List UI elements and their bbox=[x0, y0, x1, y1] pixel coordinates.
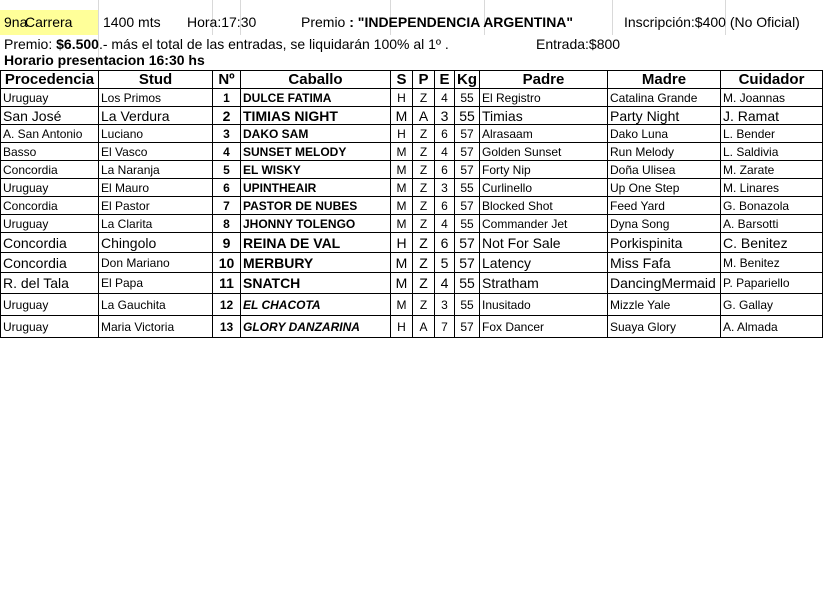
cell-e: 3 bbox=[435, 179, 455, 197]
cell-padre: Timias bbox=[480, 107, 608, 125]
cell-proc: San José bbox=[1, 107, 99, 125]
table-row bbox=[1, 215, 823, 233]
cell-padre: Golden Sunset bbox=[480, 143, 608, 161]
cell-num: 5 bbox=[213, 161, 241, 179]
cell-s: M bbox=[391, 143, 413, 161]
cell-kg: 57 bbox=[455, 143, 480, 161]
cell-num: 11 bbox=[213, 273, 241, 294]
cell-padre: Curlinello bbox=[480, 179, 608, 197]
cell-cuidador: P. Papariello bbox=[721, 273, 823, 294]
cell-padre: Blocked Shot bbox=[480, 197, 608, 215]
cell-horse: PASTOR DE NUBES bbox=[241, 197, 391, 215]
cell-num: 2 bbox=[213, 107, 241, 125]
cell-e: 6 bbox=[435, 233, 455, 253]
cell-stud: La Gauchita bbox=[99, 294, 213, 316]
column-header: S bbox=[391, 71, 413, 89]
cell-kg: 57 bbox=[455, 125, 480, 143]
cell-madre: Party Night bbox=[608, 107, 721, 125]
cell-kg: 57 bbox=[455, 316, 480, 338]
cell-p: Z bbox=[413, 143, 435, 161]
cell-padre: Not For Sale bbox=[480, 233, 608, 253]
cell-kg: 55 bbox=[455, 179, 480, 197]
table-row bbox=[1, 161, 823, 179]
cell-proc: Uruguay bbox=[1, 294, 99, 316]
cell-madre: Suaya Glory bbox=[608, 316, 721, 338]
race-header bbox=[0, 10, 827, 35]
column-header: Procedencia bbox=[1, 71, 99, 89]
race-time: Hora:17:30 bbox=[187, 14, 257, 30]
cell-num: 4 bbox=[213, 143, 241, 161]
cell-stud: El Vasco bbox=[99, 143, 213, 161]
table-row bbox=[1, 143, 823, 161]
cell-num: 3 bbox=[213, 125, 241, 143]
column-header: Madre bbox=[608, 71, 721, 89]
column-header: E bbox=[435, 71, 455, 89]
table-row bbox=[1, 294, 823, 316]
cell-kg: 57 bbox=[455, 197, 480, 215]
cell-p: Z bbox=[413, 233, 435, 253]
premio-entrada: Entrada:$800 bbox=[536, 36, 621, 52]
cell-kg: 55 bbox=[455, 294, 480, 316]
cell-madre: Feed Yard bbox=[608, 197, 721, 215]
prize-title: : "INDEPENDENCIA ARGENTINA" bbox=[349, 14, 574, 30]
cell-cuidador: L. Bender bbox=[721, 125, 823, 143]
cell-horse: JHONNY TOLENGO bbox=[241, 215, 391, 233]
cell-stud: Chingolo bbox=[99, 233, 213, 253]
cell-s: M bbox=[391, 197, 413, 215]
cell-e: 6 bbox=[435, 161, 455, 179]
table-header-row bbox=[1, 71, 823, 89]
cell-horse: EL WISKY bbox=[241, 161, 391, 179]
cell-madre: DancingMermaid bbox=[608, 273, 721, 294]
cell-kg: 57 bbox=[455, 161, 480, 179]
cell-num: 13 bbox=[213, 316, 241, 338]
cell-stud: El Papa bbox=[99, 273, 213, 294]
cell-madre: Dako Luna bbox=[608, 125, 721, 143]
cell-horse: REINA DE VAL bbox=[241, 233, 391, 253]
cell-cuidador: L. Saldivia bbox=[721, 143, 823, 161]
cell-proc: Uruguay bbox=[1, 89, 99, 107]
cell-s: M bbox=[391, 179, 413, 197]
cell-s: H bbox=[391, 89, 413, 107]
premio-desc: .- más el total de las entradas, se liquidarán 100% al 1º . bbox=[98, 36, 449, 52]
cell-stud: La Naranja bbox=[99, 161, 213, 179]
cell-cuidador: C. Benitez bbox=[721, 233, 823, 253]
cell-stud: La Clarita bbox=[99, 215, 213, 233]
cell-proc: Basso bbox=[1, 143, 99, 161]
cell-cuidador: A. Almada bbox=[721, 316, 823, 338]
cell-madre: Mizzle Yale bbox=[608, 294, 721, 316]
cell-p: Z bbox=[413, 125, 435, 143]
column-header: P bbox=[413, 71, 435, 89]
cell-e: 6 bbox=[435, 125, 455, 143]
cell-p: Z bbox=[413, 161, 435, 179]
column-header: Caballo bbox=[241, 71, 391, 89]
cell-padre: Commander Jet bbox=[480, 215, 608, 233]
cell-horse: GLORY DANZARINA bbox=[241, 316, 391, 338]
cell-e: 6 bbox=[435, 197, 455, 215]
race-number: 9na bbox=[4, 14, 28, 30]
cell-num: 12 bbox=[213, 294, 241, 316]
cell-s: H bbox=[391, 233, 413, 253]
cell-s: M bbox=[391, 161, 413, 179]
cell-stud: Los Primos bbox=[99, 89, 213, 107]
cell-p: Z bbox=[413, 89, 435, 107]
cell-proc: R. del Tala bbox=[1, 273, 99, 294]
table-row bbox=[1, 316, 823, 338]
cell-cuidador: J. Ramat bbox=[721, 107, 823, 125]
column-header: Stud bbox=[99, 71, 213, 89]
table-row bbox=[1, 179, 823, 197]
cell-horse: MERBURY bbox=[241, 253, 391, 273]
cell-num: 6 bbox=[213, 179, 241, 197]
cell-e: 4 bbox=[435, 273, 455, 294]
cell-madre: Up One Step bbox=[608, 179, 721, 197]
cell-cuidador: M. Joannas bbox=[721, 89, 823, 107]
cell-p: Z bbox=[413, 273, 435, 294]
cell-stud: Maria Victoria bbox=[99, 316, 213, 338]
cell-proc: A. San Antonio bbox=[1, 125, 99, 143]
cell-e: 3 bbox=[435, 294, 455, 316]
cell-e: 7 bbox=[435, 316, 455, 338]
cell-s: M bbox=[391, 273, 413, 294]
cell-stud: El Mauro bbox=[99, 179, 213, 197]
cell-madre: Catalina Grande bbox=[608, 89, 721, 107]
cell-stud: La Verdura bbox=[99, 107, 213, 125]
cell-num: 9 bbox=[213, 233, 241, 253]
premio-prefix: Premio: bbox=[4, 36, 53, 52]
table-row bbox=[1, 253, 823, 273]
cell-p: A bbox=[413, 316, 435, 338]
cell-e: 3 bbox=[435, 107, 455, 125]
cell-padre: Fox Dancer bbox=[480, 316, 608, 338]
cell-p: Z bbox=[413, 197, 435, 215]
cell-proc: Uruguay bbox=[1, 179, 99, 197]
cell-kg: 57 bbox=[455, 233, 480, 253]
race-distance: 1400 mts bbox=[103, 14, 161, 30]
cell-padre: Inusitado bbox=[480, 294, 608, 316]
cell-cuidador: M. Zarate bbox=[721, 161, 823, 179]
cell-horse: UPINTHEAIR bbox=[241, 179, 391, 197]
cell-madre: Dyna Song bbox=[608, 215, 721, 233]
cell-p: A bbox=[413, 107, 435, 125]
premio-amount: $6.500 bbox=[56, 36, 99, 52]
cell-s: H bbox=[391, 316, 413, 338]
race-word: Carrera bbox=[25, 14, 73, 30]
race-inscription: Inscripción:$400 (No Oficial) bbox=[624, 14, 800, 30]
cell-num: 7 bbox=[213, 197, 241, 215]
cell-kg: 57 bbox=[455, 253, 480, 273]
cell-madre: Doña Ulisea bbox=[608, 161, 721, 179]
cell-kg: 55 bbox=[455, 215, 480, 233]
cell-proc: Concordia bbox=[1, 233, 99, 253]
cell-p: Z bbox=[413, 179, 435, 197]
cell-padre: El Registro bbox=[480, 89, 608, 107]
cell-padre: Latency bbox=[480, 253, 608, 273]
table-row bbox=[1, 233, 823, 253]
column-header: Cuidador bbox=[721, 71, 823, 89]
premio-text bbox=[4, 36, 449, 52]
cell-s: M bbox=[391, 215, 413, 233]
cell-kg: 55 bbox=[455, 273, 480, 294]
cell-num: 8 bbox=[213, 215, 241, 233]
cell-horse: DULCE FATIMA bbox=[241, 89, 391, 107]
race-label-cell bbox=[0, 10, 98, 35]
cell-e: 5 bbox=[435, 253, 455, 273]
premio-line bbox=[0, 35, 827, 52]
race-prize-name bbox=[301, 14, 573, 30]
cell-proc: Uruguay bbox=[1, 215, 99, 233]
cell-kg: 55 bbox=[455, 107, 480, 125]
cell-madre: Run Melody bbox=[608, 143, 721, 161]
cell-horse: SUNSET MELODY bbox=[241, 143, 391, 161]
cell-padre: Stratham bbox=[480, 273, 608, 294]
cell-s: M bbox=[391, 294, 413, 316]
cell-madre: Miss Fafa bbox=[608, 253, 721, 273]
cell-cuidador: A. Barsotti bbox=[721, 215, 823, 233]
cell-proc: Concordia bbox=[1, 161, 99, 179]
entries-table bbox=[0, 70, 823, 338]
table-row bbox=[1, 89, 823, 107]
table-row bbox=[1, 273, 823, 294]
cell-e: 4 bbox=[435, 215, 455, 233]
cell-stud: Don Mariano bbox=[99, 253, 213, 273]
cell-horse: DAKO SAM bbox=[241, 125, 391, 143]
cell-p: Z bbox=[413, 215, 435, 233]
table-row bbox=[1, 125, 823, 143]
cell-e: 4 bbox=[435, 143, 455, 161]
cell-cuidador: M. Linares bbox=[721, 179, 823, 197]
cell-cuidador: M. Benitez bbox=[721, 253, 823, 273]
cell-s: H bbox=[391, 125, 413, 143]
prize-label: Premio bbox=[301, 14, 346, 30]
cell-cuidador: G. Gallay bbox=[721, 294, 823, 316]
cell-e: 4 bbox=[435, 89, 455, 107]
cell-kg: 55 bbox=[455, 89, 480, 107]
column-header: Kg bbox=[455, 71, 480, 89]
schedule: Horario presentacion 16:30 hs bbox=[4, 52, 205, 68]
cell-horse: TIMIAS NIGHT bbox=[241, 107, 391, 125]
column-header: Nº bbox=[213, 71, 241, 89]
cell-num: 10 bbox=[213, 253, 241, 273]
cell-s: M bbox=[391, 253, 413, 273]
cell-num: 1 bbox=[213, 89, 241, 107]
cell-padre: Forty Nip bbox=[480, 161, 608, 179]
cell-s: M bbox=[391, 107, 413, 125]
table-row bbox=[1, 197, 823, 215]
column-header: Padre bbox=[480, 71, 608, 89]
cell-madre: Porkispinita bbox=[608, 233, 721, 253]
cell-cuidador: G. Bonazola bbox=[721, 197, 823, 215]
cell-horse: EL CHACOTA bbox=[241, 294, 391, 316]
cell-proc: Uruguay bbox=[1, 316, 99, 338]
cell-horse: SNATCH bbox=[241, 273, 391, 294]
cell-p: Z bbox=[413, 294, 435, 316]
table-row bbox=[1, 107, 823, 125]
cell-padre: Alrasaam bbox=[480, 125, 608, 143]
cell-p: Z bbox=[413, 253, 435, 273]
cell-stud: El Pastor bbox=[99, 197, 213, 215]
cell-stud: Luciano bbox=[99, 125, 213, 143]
table-body bbox=[1, 89, 823, 338]
cell-proc: Concordia bbox=[1, 253, 99, 273]
cell-proc: Concordia bbox=[1, 197, 99, 215]
